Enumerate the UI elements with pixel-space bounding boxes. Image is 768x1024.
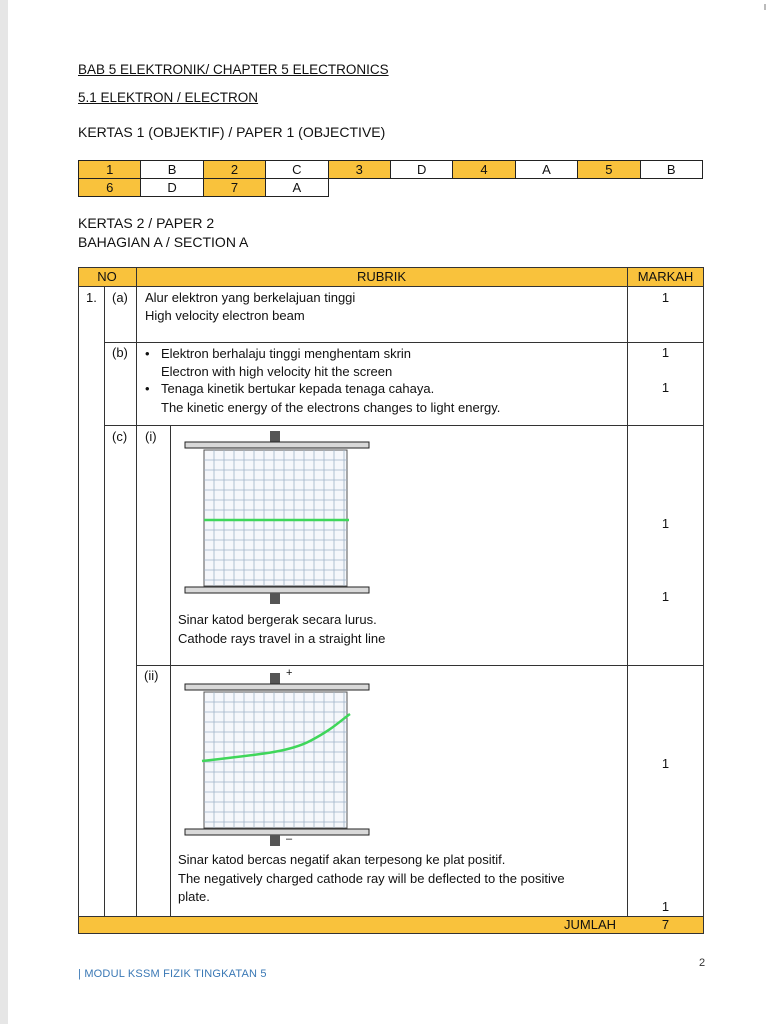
cathode-ray-deflected-diagram [182,669,372,849]
empty-cell [515,179,577,197]
answer-number: 7 [203,179,265,197]
part-b-line1: Elektron berhalaju tinggi menghentam skrin [161,346,412,361]
empty-cell [640,179,702,197]
paper2-title: KERTAS 2 / PAPER 2 [78,215,215,231]
part-cii-label: (ii) [144,668,159,683]
table-line [104,286,105,916]
table-line [78,933,704,934]
objective-answer-table [78,160,703,197]
empty-cell [453,179,515,197]
answer-row [79,161,703,179]
table-line [78,267,79,934]
table-line [104,425,704,426]
page-edge [0,0,8,1024]
module-footer: | MODUL KSSM FIZIK TINGKATAN 5 [78,968,267,980]
bottom-plate-terminal [270,593,280,604]
part-ci-mark2: 1 [661,589,670,604]
part-c-label: (c) [112,429,128,444]
total-value: 7 [661,917,670,932]
bullet: • [145,381,150,396]
part-b-mark2: 1 [661,380,670,395]
top-plate [185,442,369,448]
table-line [170,425,171,916]
part-cii-mark1: 1 [661,756,670,771]
paper1-title: KERTAS 1 (OBJEKTIF) / PAPER 1 (OBJECTIVE) [78,124,386,140]
answer-letter: A [515,161,577,179]
answer-letter: B [640,161,702,179]
part-b-mark1: 1 [661,345,670,360]
part-a-label: (a) [112,290,128,305]
table-line [104,342,704,343]
empty-cell [328,179,390,197]
minus-sign: – [286,833,293,845]
answer-letter: A [266,179,328,197]
screen-grid [204,692,347,828]
part-cii-line3: plate. [178,889,210,904]
part-a-line1: Alur elektron yang berkelajuan tinggi [145,290,356,305]
answer-letter: B [141,161,203,179]
answer-letter: D [141,179,203,197]
answer-row [79,179,703,197]
part-ci-mark1: 1 [661,516,670,531]
answer-number: 3 [328,161,390,179]
answer-number: 2 [203,161,265,179]
top-plate-terminal [270,673,280,684]
empty-cell [390,179,452,197]
section-title: BAHAGIAN A / SECTION A [78,234,249,250]
col-rubric-header: RUBRIK [356,269,407,284]
chapter-title: BAB 5 ELEKTRONIK/ CHAPTER 5 ELECTRONICS [78,62,389,77]
rubric-table [78,267,704,934]
part-a-mark: 1 [661,290,670,305]
table-line [136,267,137,916]
part-a-line2: High velocity electron beam [145,308,305,323]
cathode-ray-straight-diagram [182,427,372,607]
top-plate-terminal [270,431,280,442]
part-b-line3: Tenaga kinetik bertukar kepada tenaga cahaya. [161,381,435,396]
question-number: 1. [86,290,97,305]
bullet: • [145,346,150,361]
table-line [136,665,704,666]
bottom-plate [185,587,369,593]
part-cii-line2: The negatively charged cathode ray will be deflected to the positive [178,871,565,886]
answer-number: 1 [79,161,141,179]
page-number: 2 [699,957,706,969]
plus-sign: + [286,667,293,679]
table-line [78,286,704,287]
answer-number: 5 [578,161,640,179]
page-corner-mark [764,4,766,10]
part-b-label: (b) [112,345,128,360]
col-no-header: NO [97,269,117,284]
table-line [78,267,704,268]
bottom-plate-terminal [270,835,280,846]
empty-cell [578,179,640,197]
subchapter-title: 5.1 ELEKTRON / ELECTRON [78,90,259,105]
col-mark-header: MARKAH [637,269,694,284]
answer-number: 6 [79,179,141,197]
part-b-line2: Electron with high velocity hit the screen [161,364,393,379]
part-ci-label: (i) [145,429,157,444]
part-ci-line1: Sinar katod bergerak secara lurus. [178,612,377,627]
answer-letter: D [390,161,452,179]
positive-plate [185,684,369,690]
total-label: JUMLAH [564,917,617,932]
screen-grid [204,450,347,586]
part-cii-mark2: 1 [661,899,670,914]
part-cii-line1: Sinar katod bercas negatif akan terpesong ke plat positif. [178,852,506,867]
answer-number: 4 [453,161,515,179]
part-ci-line2: Cathode rays travel in a straight line [178,631,386,646]
part-b-line4: The kinetic energy of the electrons changes to light energy. [161,400,501,415]
negative-plate [185,829,369,835]
answer-letter: C [266,161,328,179]
